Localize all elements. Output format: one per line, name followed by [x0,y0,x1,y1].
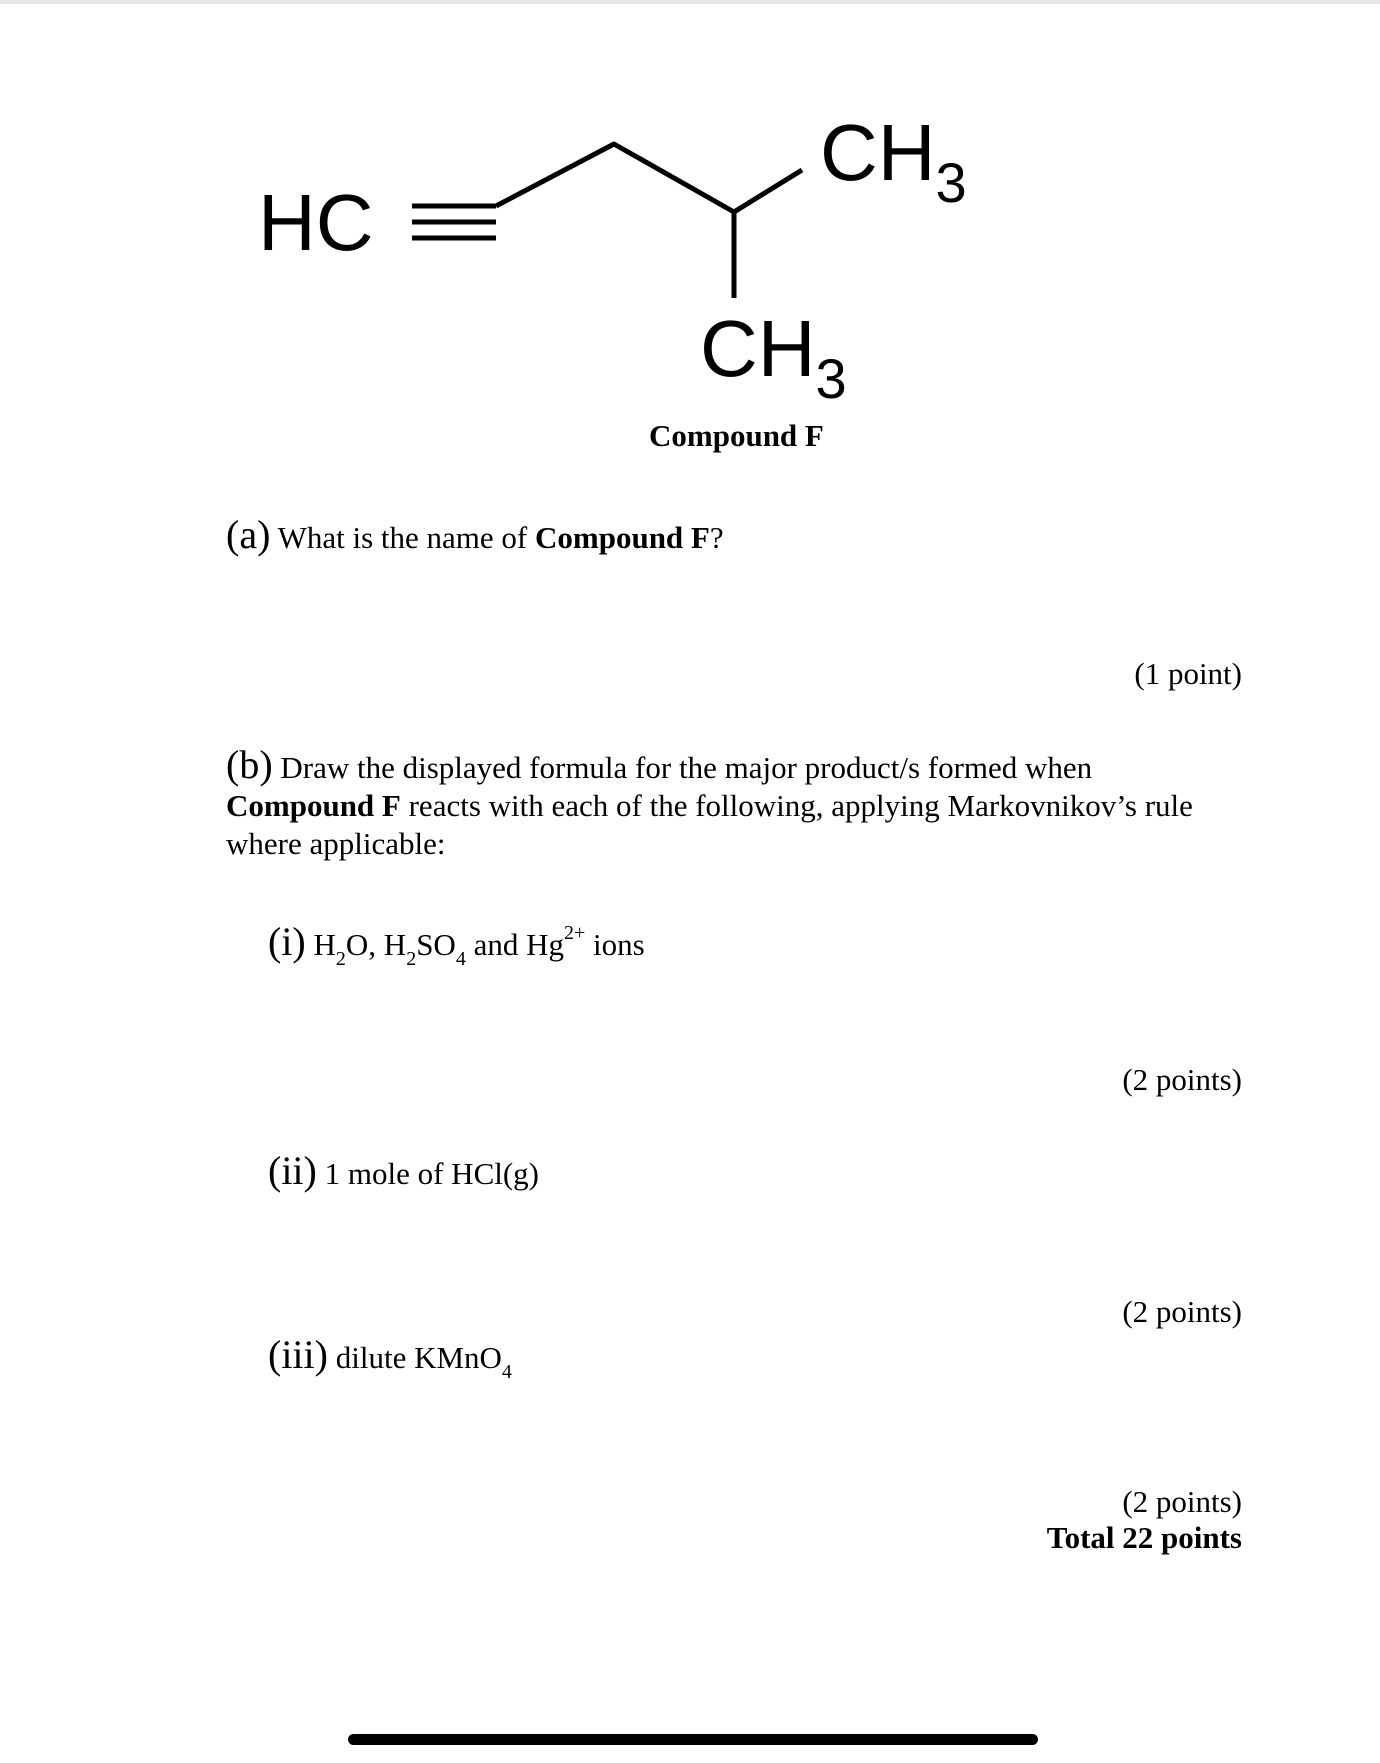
part-i-reagent: $H_2O$, $H_2SO_4$ and $Hg^{2+}$ ions [313,922,645,970]
question-b-label: (b) [226,742,273,787]
part-ii [268,1148,540,1193]
final-points [1047,1484,1242,1556]
alkyne-label: HC [258,178,374,267]
question-a-compound: Compound F [535,520,710,555]
question-b-text: Draw the displayed formula for the major product/s formed when [280,750,1093,785]
carbon-chain-bonds [496,144,802,212]
part-iii-points: (2 points) [1122,1484,1242,1519]
question-a-mark: ? [709,520,724,555]
home-indicator-bar[interactable] [348,1734,1038,1745]
part-ii-reagent: 1 mole of HCl(g) [324,1156,540,1191]
question-a-text: What is the name of [277,520,528,555]
part-iii [268,1332,512,1391]
question-b [226,742,1242,863]
part-i-label: (i) [268,919,306,964]
part-iii-reagent: dilute KMnO$_4$ [335,1340,512,1383]
question-b-text-cont: reacts with each of the following, applying Markovnikov’s rule where applicable: [226,788,1193,861]
question-a-label: (a) [226,512,271,557]
question-a [226,512,724,557]
compound-caption: Compound F [649,418,824,453]
methyl-bottom: $CH_3$ [700,304,847,410]
part-ii-label: (ii) [268,1148,317,1193]
total-points: Total 22 points [1046,1520,1242,1555]
part-i [268,914,645,978]
compound-f-structure [0,0,1380,420]
part-iii-label: (iii) [268,1332,328,1377]
part-ii-points: (2 points) [1122,1294,1242,1329]
question-a-points: (1 point) [1134,656,1242,691]
part-i-points: (2 points) [1122,1062,1242,1097]
methyl-top: $CH_3$ [820,108,967,214]
question-b-compound: Compound F [226,788,401,823]
